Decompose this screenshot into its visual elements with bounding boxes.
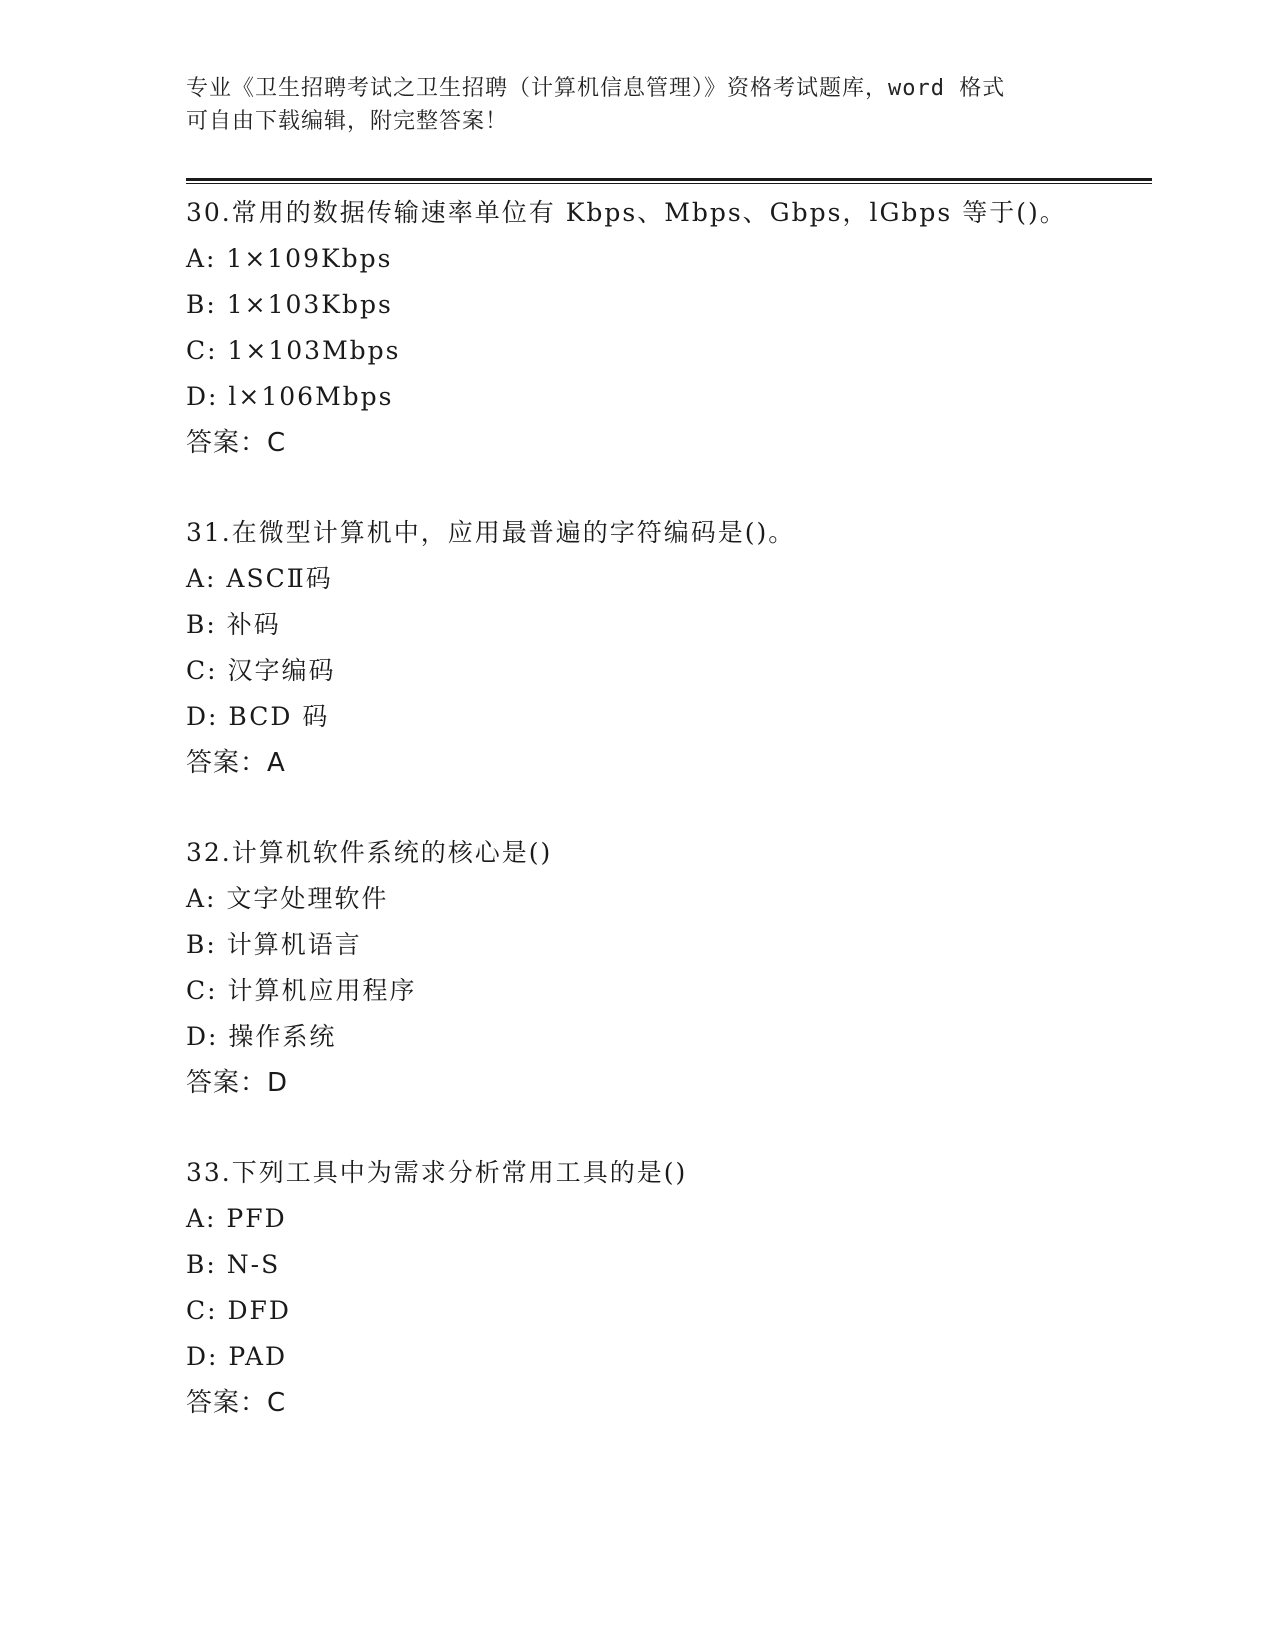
question-33 (186, 1150, 1146, 1470)
option-a: A: PFD (186, 1204, 287, 1233)
option-c: C: DFD (186, 1296, 291, 1325)
document-header (186, 72, 1066, 138)
question-list (186, 190, 1146, 1470)
option-b: B: N-S (186, 1250, 281, 1279)
answer-label: 答案：D (186, 1068, 289, 1098)
question-stem: 33.下列工具中为需求分析常用工具的是() (186, 1158, 688, 1187)
answer-label: 答案：C (186, 1388, 287, 1418)
question-30 (186, 190, 1146, 510)
option-d: D: l×106Mbps (186, 382, 394, 411)
option-a: A: 1×109Kbps (186, 244, 393, 273)
option-c: C: 计算机应用程序 (186, 976, 417, 1005)
option-d: D: PAD (186, 1342, 288, 1371)
question-31 (186, 510, 1146, 830)
header-line-2: 可自由下载编辑，附完整答案！ (186, 109, 509, 134)
header-line-1: 专业《卫生招聘考试之卫生招聘（计算机信息管理）》资格考试题库，word 格式 (186, 76, 1006, 101)
header-divider-thick (186, 178, 1152, 181)
header-divider-thin (186, 183, 1152, 184)
option-a: A: 文字处理软件 (186, 884, 389, 913)
option-b: B: 1×103Kbps (186, 290, 393, 319)
option-c: C: 汉字编码 (186, 656, 336, 685)
question-stem: 32.计算机软件系统的核心是() (186, 838, 553, 867)
question-stem: 30.常用的数据传输速率单位有 Kbps、Mbps、Gbps，lGbps 等于()。 (186, 198, 1067, 227)
answer-label: 答案：C (186, 428, 287, 458)
answer-label: 答案：A (186, 748, 286, 778)
question-32 (186, 830, 1146, 1150)
option-c: C: 1×103Mbps (186, 336, 401, 365)
option-a: A: ASCⅡ码 (186, 564, 333, 593)
option-b: B: 计算机语言 (186, 930, 362, 959)
option-d: D: BCD 码 (186, 702, 330, 731)
option-b: B: 补码 (186, 610, 281, 639)
question-stem: 31.在微型计算机中，应用最普遍的字符编码是()。 (186, 518, 796, 547)
option-d: D: 操作系统 (186, 1022, 337, 1051)
